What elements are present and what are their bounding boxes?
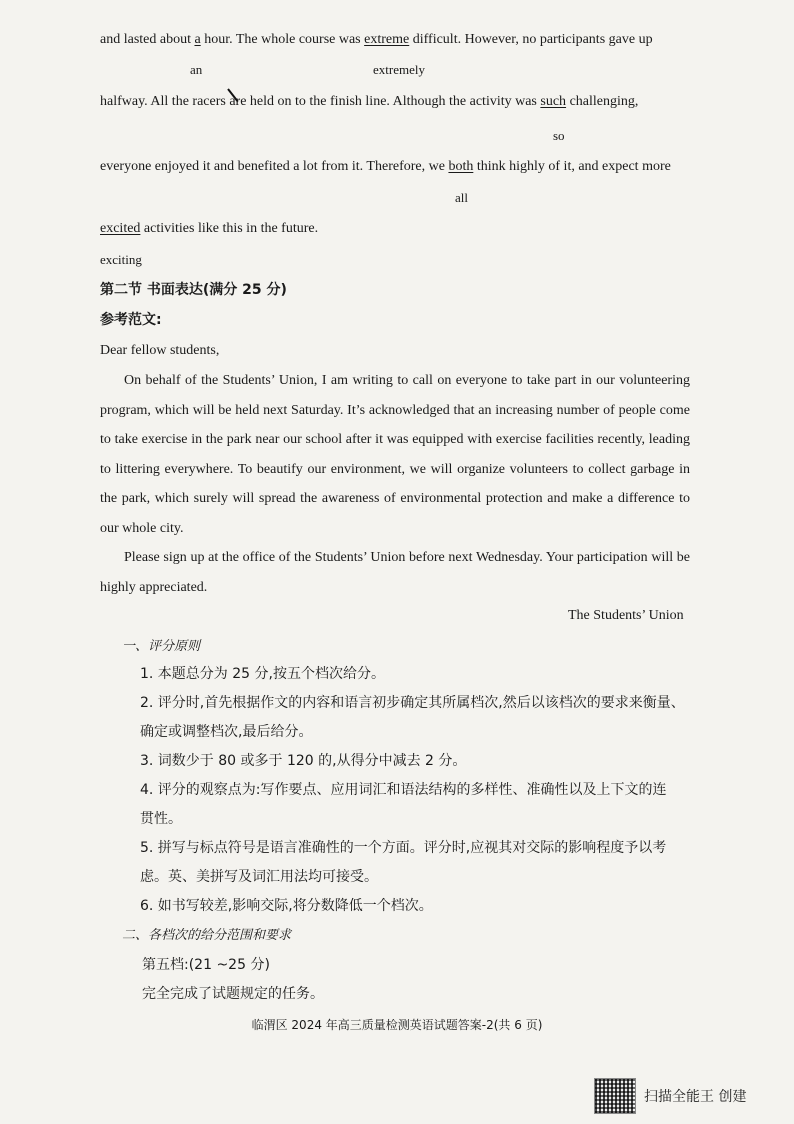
rule-2a: 2. 评分时,首先根据作文的内容和语言初步确定其所属档次,然后以该档次的要求来衡量、	[140, 695, 685, 711]
deleted-word: are	[229, 94, 247, 109]
correction-line-4: excited activities like this in the future.	[100, 221, 319, 236]
correction-line-2: halfway. All the racers are held on to the finish line. Although the activity was such challenging,	[100, 94, 639, 109]
sample-label: 参考范文:	[100, 312, 162, 328]
correction-fix: extremely	[373, 62, 425, 77]
letter-paragraph-1: On behalf of the Students’ Union, I am writing to call on everyone to take part in our volunteering program, which will be held next Saturday. It’s acknowledged that an increasing number of people come to take exercise in the park near our school after it was equipped with exercise facilities recently, leading to littering everywhere. To beautify our environment, we will organize volunteers to collect garbage in the park, which surely will spread the awareness of environmental protection and make a difference to our whole city.	[100, 373, 690, 536]
letter-greeting: Dear fellow students,	[100, 343, 220, 358]
rule-6: 6. 如书写较差,影响交际,将分数降低一个档次。	[140, 898, 433, 914]
scanner-watermark	[594, 1078, 746, 1114]
letter-signature: The Students’ Union	[568, 608, 684, 623]
grading-title-2: 二、各档次的给分范围和要求	[122, 928, 292, 943]
rule-4a: 4. 评分的观察点为:写作要点、应用词汇和语法结构的多样性、准确性以及上下文的连	[140, 782, 667, 798]
band-5-description: 完全完成了试题规定的任务。	[142, 986, 324, 1002]
correction-fix: all	[455, 190, 468, 205]
grading-title-1: 一、评分原则	[122, 639, 201, 654]
correction-fix: so	[553, 128, 565, 143]
letter-paragraph-2: Please sign up at the office of the Students’ Union before next Wednesday. Your participation will be highly appreciated.	[100, 550, 690, 595]
correction-fix: an	[190, 62, 203, 77]
section-heading: 第二节 书面表达(满分 25 分)	[100, 282, 287, 298]
error-word: excited	[100, 221, 141, 236]
rule-2b: 确定或调整档次,最后给分。	[140, 724, 313, 740]
error-word: extreme	[364, 32, 410, 47]
rule-1: 1. 本题总分为 25 分,按五个档次给分。	[140, 666, 385, 682]
rule-4b: 贯性。	[140, 811, 182, 827]
correction-line-1: and lasted about a hour. The whole course was extreme difficult. However, no participants gave up	[100, 32, 653, 47]
letter-body	[100, 366, 690, 602]
error-word: both	[448, 159, 474, 174]
error-word: such	[540, 94, 567, 109]
grading-rules	[140, 660, 700, 921]
scanner-label: 扫描全能王 创建	[644, 1089, 747, 1105]
correction-line-3: everyone enjoyed it and benefited a lot from it. Therefore, we both think highly of it, and expect more	[100, 159, 671, 174]
rule-5b: 虑。英、美拼写及词汇用法均可接受。	[140, 869, 378, 885]
error-word: a	[194, 32, 201, 47]
rule-3: 3. 词数少于 80 或多于 120 的,从得分中减去 2 分。	[140, 753, 467, 769]
band-5-label: 第五档:(21 ~25 分)	[142, 957, 270, 973]
page-footer: 临渭区 2024 年高三质量检测英语试题答案-2(共 6 页)	[251, 1018, 543, 1032]
correction-fix: exciting	[100, 252, 142, 267]
qr-code-icon	[594, 1078, 636, 1114]
rule-5a: 5. 拼写与标点符号是语言准确性的一个方面。评分时,应视其对交际的影响程度予以考	[140, 840, 667, 856]
